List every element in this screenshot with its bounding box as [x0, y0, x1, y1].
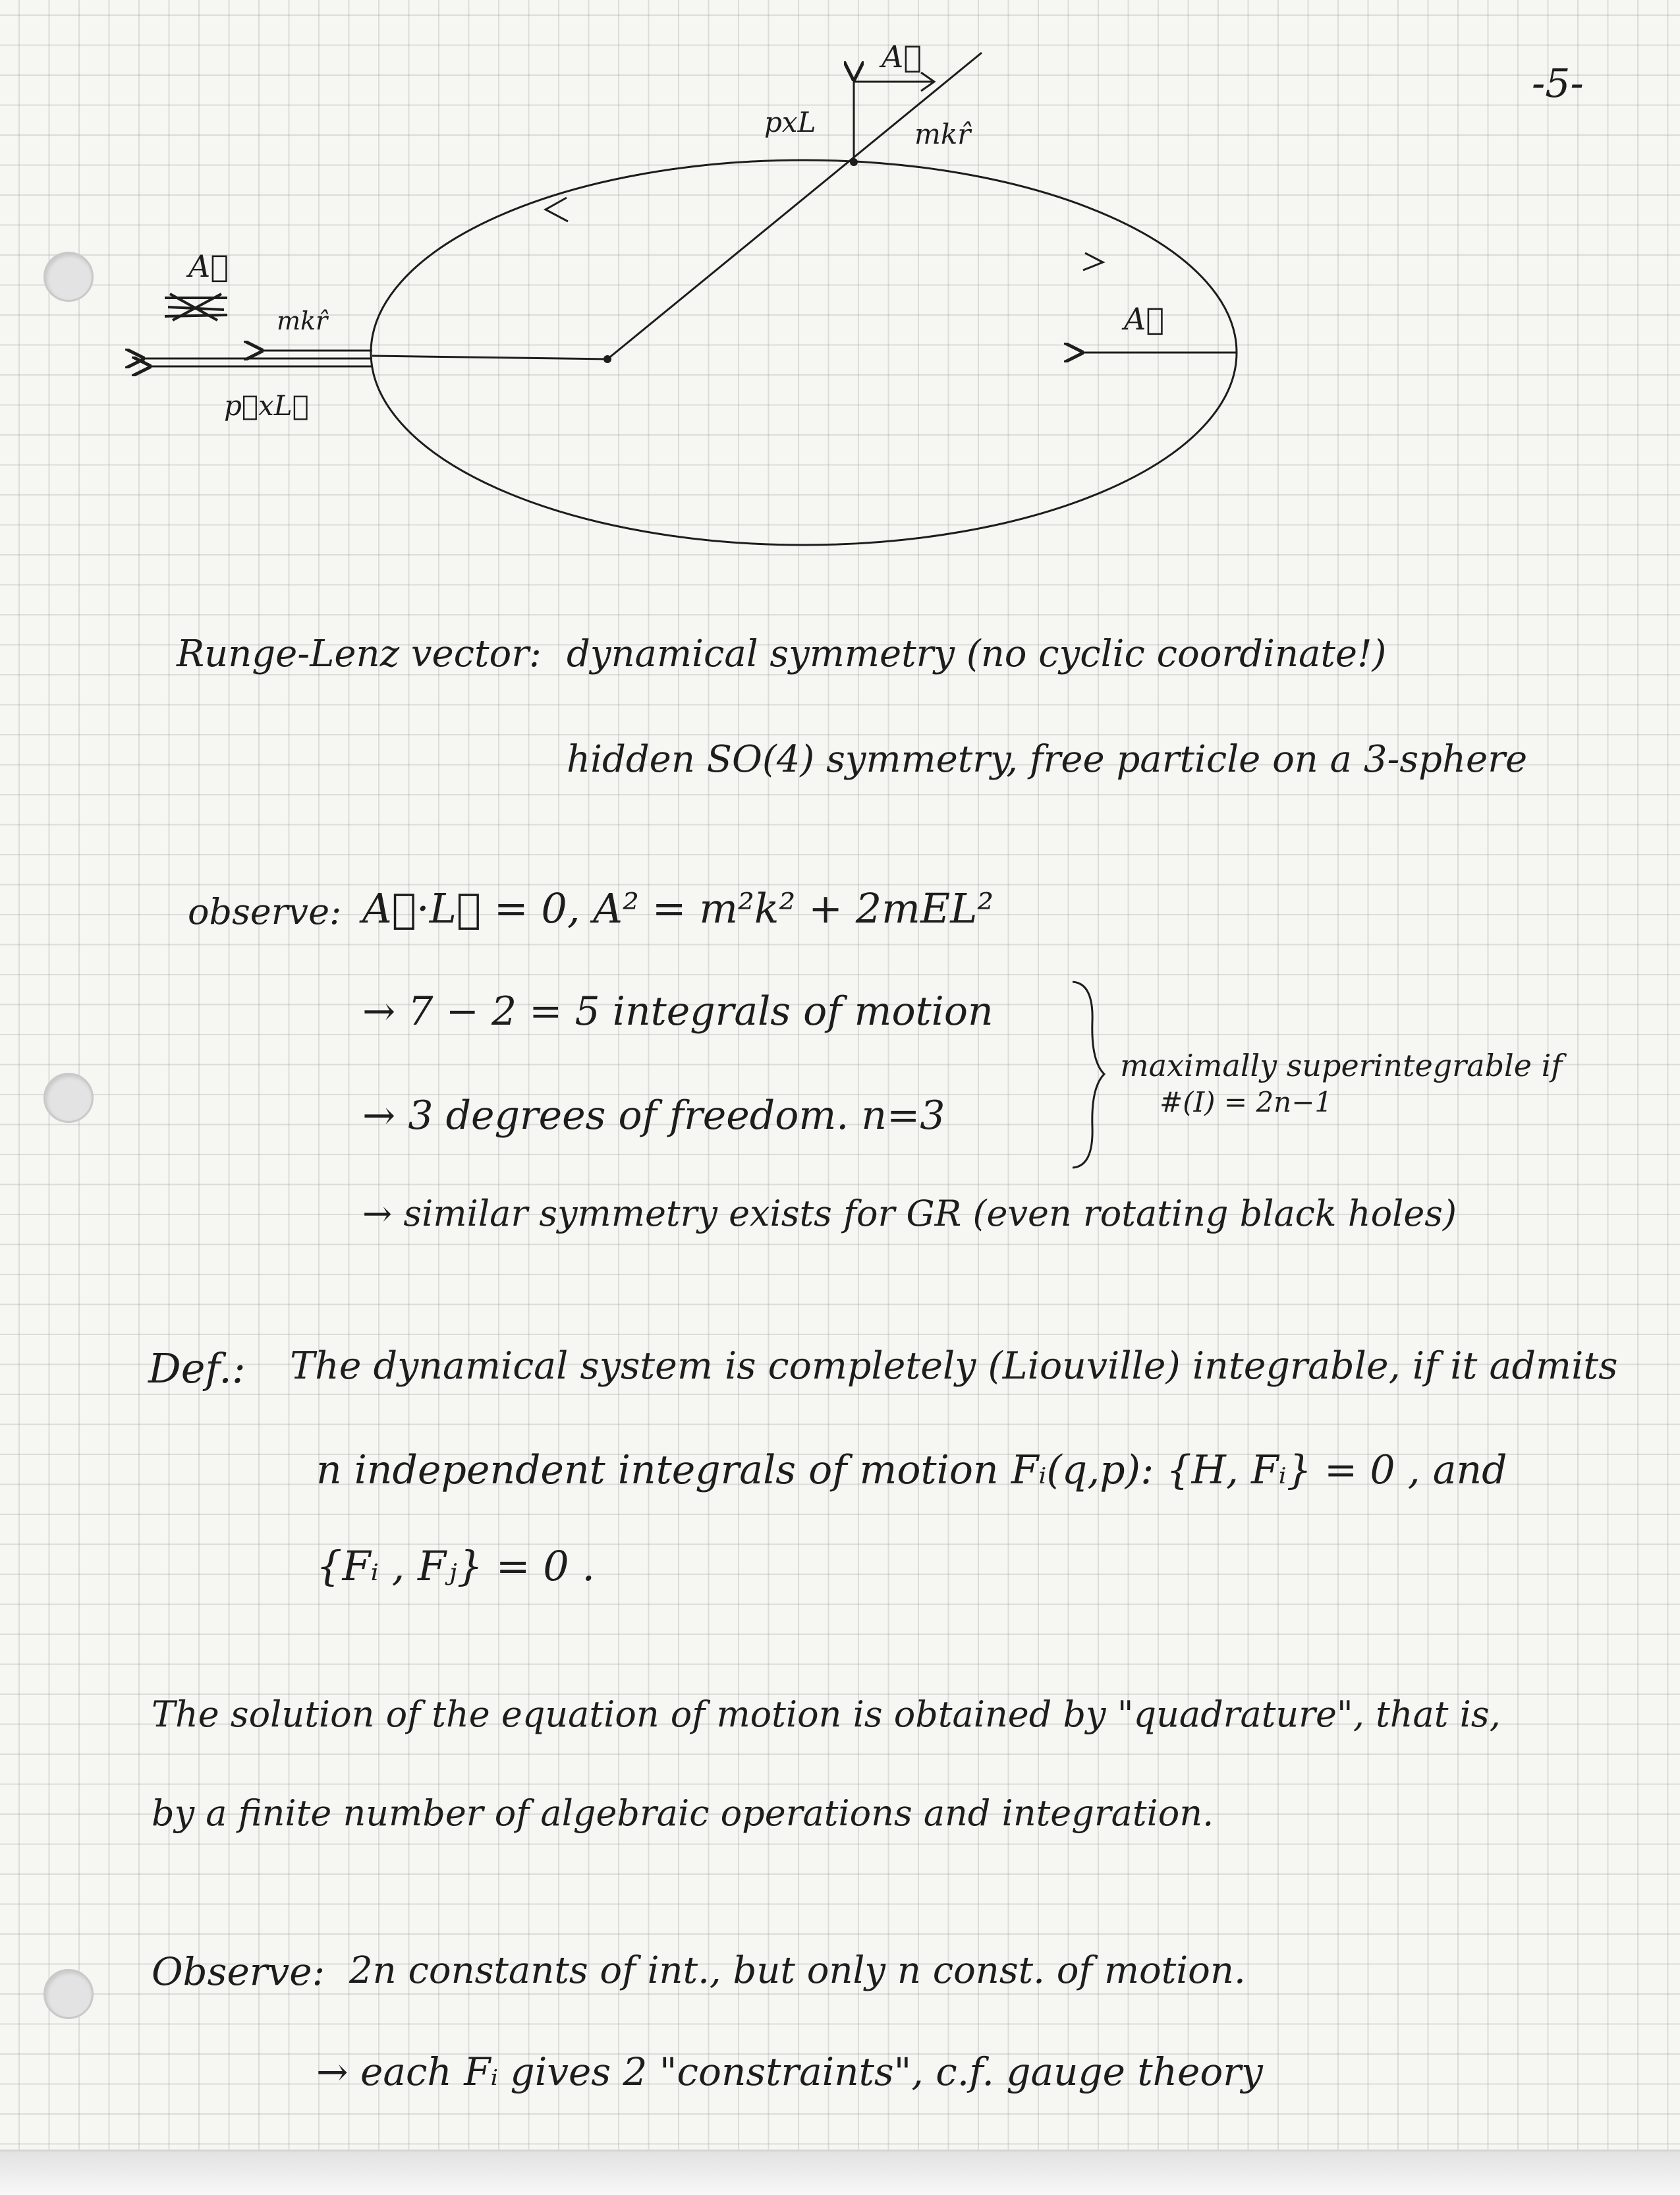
- punch-hole-middle: [43, 1073, 94, 1123]
- runge-lenz-line-1: dynamical symmetry (no cyclic coordinate!): [567, 633, 1387, 675]
- gr-symmetry-line: → similar symmetry exists for GR (even rotating black holes): [362, 1193, 1457, 1234]
- orbit-direction-arrow-top: [546, 198, 568, 221]
- def-line-1: The dynamical system is completely (Liouville) integrable, if it admits: [290, 1344, 1618, 1388]
- kepler-orbit-diagram: [0, 0, 1680, 580]
- label-p-cross-l-top: pxL: [764, 106, 816, 138]
- label-p-cross-l-left: p⃗xL⃗: [224, 389, 309, 422]
- def-label: Def.:: [148, 1344, 246, 1392]
- punch-hole-bottom: [43, 1969, 94, 2019]
- orbit-direction-arrow-right: [1083, 253, 1103, 270]
- superintegrable-condition: #(I) = 2n−1: [1160, 1086, 1333, 1118]
- label-a-top: A⃗: [882, 39, 922, 74]
- runge-lenz-title: Runge-Lenz vector:: [177, 633, 542, 675]
- def-line-2: n independent integrals of motion Fᵢ(q,p): {H, Fᵢ} = 0 , and: [316, 1447, 1507, 1493]
- radius-line: [607, 53, 982, 359]
- def-line-3: {Fᵢ , Fⱼ} = 0 .: [316, 1542, 596, 1590]
- curly-brace: [1067, 975, 1107, 1173]
- observe-equation: A⃗·L⃗ = 0, A² = m²k² + 2mEL²: [362, 884, 994, 932]
- label-mkr-top: mkr̂: [914, 118, 971, 150]
- label-a-left: A⃗: [188, 248, 229, 284]
- observe2-line-1: 2n constants of int., but only n const. of motion.: [349, 1949, 1246, 1992]
- observe2-label: Observe:: [152, 1949, 325, 1994]
- degrees-line: → 3 degrees of freedom. n=3: [362, 1093, 945, 1139]
- page-number: -5-: [1532, 61, 1584, 107]
- label-a-right: A⃗: [1124, 301, 1164, 337]
- solution-line-1: The solution of the equation of motion is obtained by "quadrature", that is,: [152, 1694, 1501, 1735]
- observe2-line-2: → each Fᵢ gives 2 "constraints", c.f. gauge theory: [316, 2049, 1263, 2094]
- observe-label: observe:: [188, 891, 342, 932]
- integrals-line: → 7 − 2 = 5 integrals of motion: [362, 988, 994, 1035]
- perihelion-line: [372, 356, 607, 359]
- runge-lenz-line-2: hidden SO(4) symmetry, free particle on a 3-sphere: [567, 738, 1528, 781]
- label-mkr-left: mkr̂: [277, 306, 328, 335]
- page-bottom-edge: [0, 2150, 1680, 2195]
- superintegrable-note: maximally superintegrable if: [1120, 1048, 1563, 1083]
- crossed-out-scribble: [165, 294, 227, 320]
- solution-line-2: by a finite number of algebraic operations and integration.: [152, 1792, 1214, 1834]
